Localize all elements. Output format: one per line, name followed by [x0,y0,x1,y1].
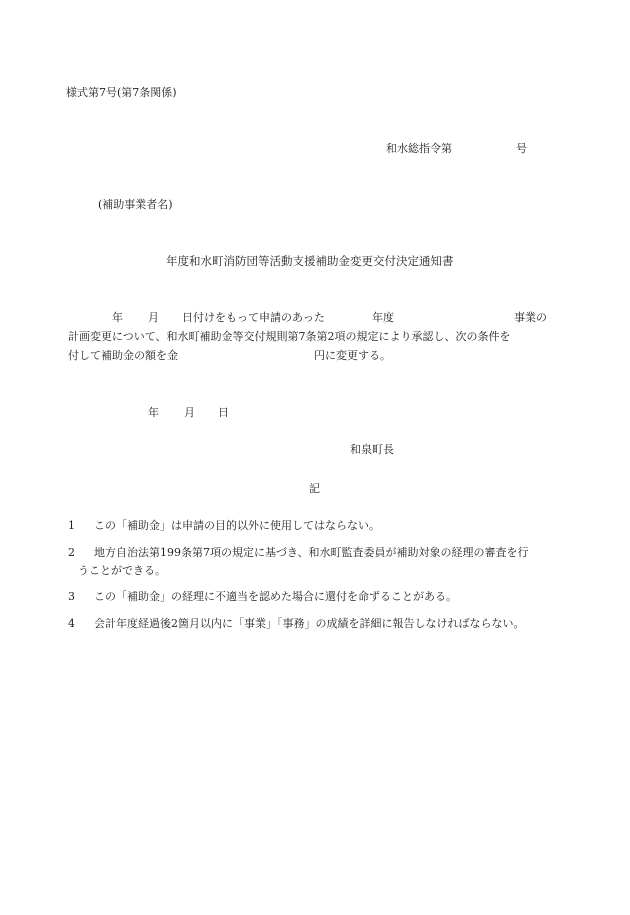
condition-text: この「補助金」の経理に不適当を認めた場合に還付を命ずることがある。 [94,590,457,603]
body-amount-change: 円に変更する。 [314,349,391,362]
date-month: 月 [184,406,195,419]
condition-continuation: うことができる。 [78,564,166,577]
form-number-label: 様式第7号(第7条関係) [66,86,177,99]
condition-number: 2 [68,546,75,559]
ki-heading: 記 [309,482,320,495]
condition-item [68,519,568,533]
body-project: 事業の [514,311,547,324]
condition-item [68,590,568,604]
document-title: 年度和水町消防団等活動支援補助金変更交付決定通知書 [166,254,454,268]
body-line-2: 計画変更について、和水町補助金等交付規則第7条第2項の規定により承認し、次の条件を [68,330,511,343]
condition-item [68,546,568,578]
recipient-name: (補助事業者名) [98,198,173,211]
reference-prefix: 和水総指令第 [386,142,452,155]
reference-suffix: 号 [516,142,527,155]
body-amount-phrase: 付して補助金の額を金 [68,349,178,362]
condition-text: この「補助金」は申請の目的以外に使用してはならない。 [94,519,380,532]
signer-title: 和泉町長 [350,443,394,456]
condition-item [68,617,568,631]
condition-text: 会計年度経過後2箇月以内に「事業」「事務」の成績を詳細に報告しなければならない。 [94,617,525,630]
body-year: 年 [112,311,123,324]
condition-text: 地方自治法第199条第7項の規定に基づき、和水町監査委員が補助対象の経理の審査を行 [94,546,529,559]
condition-number: 3 [68,590,75,603]
body-application-phrase: 日付けをもって申請のあった [182,311,325,324]
body-month: 月 [148,311,159,324]
body-fiscal-year: 年度 [372,311,394,324]
date-year: 年 [148,406,159,419]
date-day: 日 [218,406,229,419]
condition-number: 1 [68,519,75,532]
condition-number: 4 [68,617,75,630]
